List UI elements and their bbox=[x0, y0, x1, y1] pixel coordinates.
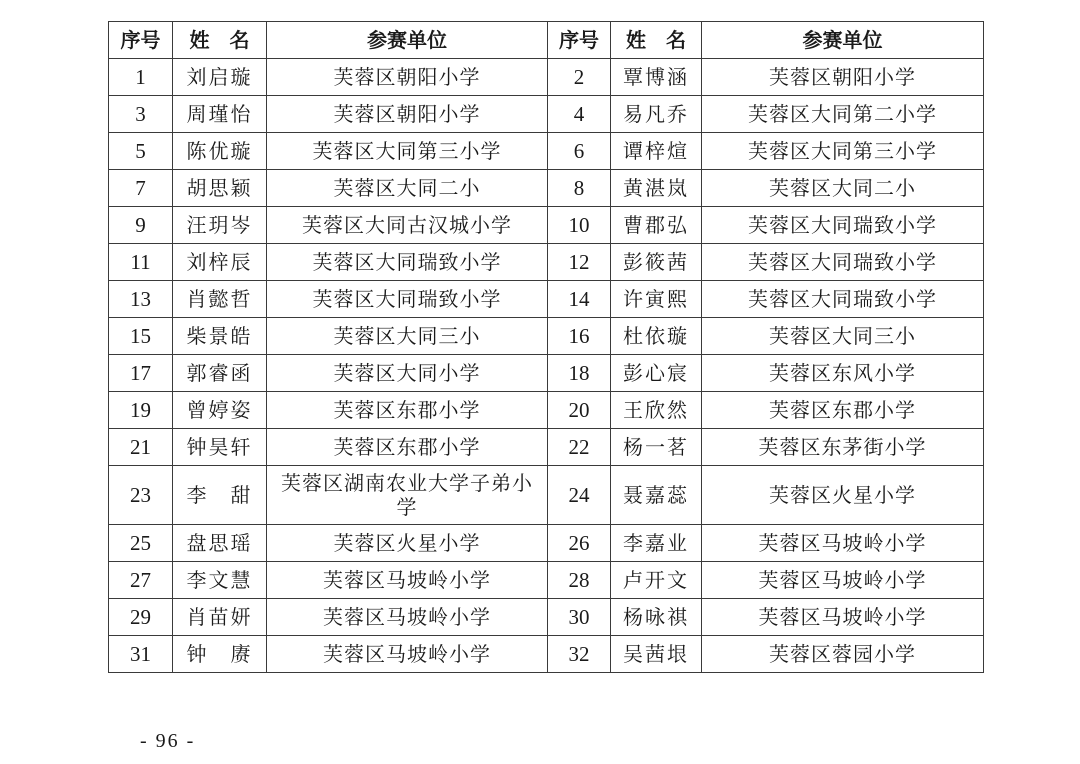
unit-cell: 芙蓉区东茅街小学 bbox=[702, 429, 984, 466]
unit-cell: 芙蓉区朝阳小学 bbox=[267, 59, 548, 96]
unit-cell: 芙蓉区大同小学 bbox=[267, 355, 548, 392]
name-cell: 胡思颖 bbox=[173, 170, 267, 207]
seq-cell: 4 bbox=[548, 96, 611, 133]
unit-cell: 芙蓉区大同三小 bbox=[702, 318, 984, 355]
unit-cell: 芙蓉区东郡小学 bbox=[267, 392, 548, 429]
seq-cell: 16 bbox=[548, 318, 611, 355]
table-row bbox=[109, 466, 984, 525]
unit-cell: 芙蓉区东风小学 bbox=[702, 355, 984, 392]
name-cell: 谭梓煊 bbox=[611, 133, 702, 170]
unit-cell: 芙蓉区蓉园小学 bbox=[702, 636, 984, 673]
seq-cell: 6 bbox=[548, 133, 611, 170]
header-seq-left: 序号 bbox=[109, 22, 173, 59]
seq-cell: 17 bbox=[109, 355, 173, 392]
table-row bbox=[109, 59, 984, 96]
table-header bbox=[109, 22, 984, 59]
name-cell: 覃博涵 bbox=[611, 59, 702, 96]
header-row bbox=[109, 22, 984, 59]
unit-cell: 芙蓉区马坡岭小学 bbox=[267, 636, 548, 673]
seq-cell: 24 bbox=[548, 466, 611, 525]
name-cell: 杨一茗 bbox=[611, 429, 702, 466]
seq-cell: 23 bbox=[109, 466, 173, 525]
unit-cell: 芙蓉区马坡岭小学 bbox=[267, 599, 548, 636]
unit-cell: 芙蓉区大同三小 bbox=[267, 318, 548, 355]
seq-cell: 18 bbox=[548, 355, 611, 392]
name-cell: 柴景皓 bbox=[173, 318, 267, 355]
unit-cell: 芙蓉区东郡小学 bbox=[267, 429, 548, 466]
unit-cell: 芙蓉区大同瑞致小学 bbox=[702, 244, 984, 281]
name-cell: 钟昊轩 bbox=[173, 429, 267, 466]
unit-cell: 芙蓉区火星小学 bbox=[702, 466, 984, 525]
table-row bbox=[109, 636, 984, 673]
unit-cell: 芙蓉区马坡岭小学 bbox=[702, 562, 984, 599]
name-cell: 肖苗妍 bbox=[173, 599, 267, 636]
name-cell: 肖懿哲 bbox=[173, 281, 267, 318]
seq-cell: 10 bbox=[548, 207, 611, 244]
seq-cell: 20 bbox=[548, 392, 611, 429]
seq-cell: 1 bbox=[109, 59, 173, 96]
name-cell: 曹郡弘 bbox=[611, 207, 702, 244]
unit-cell: 芙蓉区马坡岭小学 bbox=[702, 599, 984, 636]
unit-cell: 芙蓉区马坡岭小学 bbox=[702, 525, 984, 562]
name-cell: 许寅熙 bbox=[611, 281, 702, 318]
unit-cell: 芙蓉区大同第二小学 bbox=[702, 96, 984, 133]
table-row bbox=[109, 244, 984, 281]
name-cell: 盘思瑶 bbox=[173, 525, 267, 562]
unit-cell: 芙蓉区火星小学 bbox=[267, 525, 548, 562]
page-number: - 96 - bbox=[140, 730, 196, 752]
seq-cell: 22 bbox=[548, 429, 611, 466]
name-cell: 钟 赓 bbox=[173, 636, 267, 673]
seq-cell: 3 bbox=[109, 96, 173, 133]
table-row bbox=[109, 96, 984, 133]
unit-cell: 芙蓉区大同第三小学 bbox=[267, 133, 548, 170]
header-unit-left: 参赛单位 bbox=[267, 22, 548, 59]
name-cell: 易凡乔 bbox=[611, 96, 702, 133]
seq-cell: 14 bbox=[548, 281, 611, 318]
unit-cell: 芙蓉区朝阳小学 bbox=[702, 59, 984, 96]
seq-cell: 8 bbox=[548, 170, 611, 207]
seq-cell: 15 bbox=[109, 318, 173, 355]
name-cell: 黄湛岚 bbox=[611, 170, 702, 207]
name-cell: 李 甜 bbox=[173, 466, 267, 525]
seq-cell: 25 bbox=[109, 525, 173, 562]
table-row bbox=[109, 318, 984, 355]
seq-cell: 11 bbox=[109, 244, 173, 281]
unit-cell: 芙蓉区大同二小 bbox=[267, 170, 548, 207]
seq-cell: 32 bbox=[548, 636, 611, 673]
name-cell: 周瑾怡 bbox=[173, 96, 267, 133]
name-cell: 曾婷姿 bbox=[173, 392, 267, 429]
unit-cell: 芙蓉区大同瑞致小学 bbox=[267, 281, 548, 318]
table-row bbox=[109, 355, 984, 392]
header-seq-right: 序号 bbox=[548, 22, 611, 59]
name-cell: 郭睿函 bbox=[173, 355, 267, 392]
unit-cell: 芙蓉区马坡岭小学 bbox=[267, 562, 548, 599]
unit-cell: 芙蓉区大同瑞致小学 bbox=[702, 207, 984, 244]
name-cell: 卢开文 bbox=[611, 562, 702, 599]
table-row bbox=[109, 392, 984, 429]
name-cell: 陈优璇 bbox=[173, 133, 267, 170]
unit-cell: 芙蓉区朝阳小学 bbox=[267, 96, 548, 133]
name-cell: 汪玥岑 bbox=[173, 207, 267, 244]
unit-cell: 芙蓉区大同古汉城小学 bbox=[267, 207, 548, 244]
table-row bbox=[109, 207, 984, 244]
table-row bbox=[109, 281, 984, 318]
table-row bbox=[109, 525, 984, 562]
table-row bbox=[109, 562, 984, 599]
seq-cell: 28 bbox=[548, 562, 611, 599]
header-unit-right: 参赛单位 bbox=[702, 22, 984, 59]
seq-cell: 5 bbox=[109, 133, 173, 170]
name-cell: 杨咏祺 bbox=[611, 599, 702, 636]
name-cell: 吴茜垠 bbox=[611, 636, 702, 673]
participant-table bbox=[108, 21, 984, 673]
seq-cell: 21 bbox=[109, 429, 173, 466]
seq-cell: 29 bbox=[109, 599, 173, 636]
unit-cell: 芙蓉区大同瑞致小学 bbox=[702, 281, 984, 318]
header-name-left: 姓 名 bbox=[173, 22, 267, 59]
table-row bbox=[109, 133, 984, 170]
unit-cell: 芙蓉区大同二小 bbox=[702, 170, 984, 207]
name-cell: 杜依璇 bbox=[611, 318, 702, 355]
unit-cell: 芙蓉区东郡小学 bbox=[702, 392, 984, 429]
seq-cell: 9 bbox=[109, 207, 173, 244]
seq-cell: 13 bbox=[109, 281, 173, 318]
name-cell: 李文慧 bbox=[173, 562, 267, 599]
seq-cell: 12 bbox=[548, 244, 611, 281]
table-row bbox=[109, 170, 984, 207]
name-cell: 刘梓辰 bbox=[173, 244, 267, 281]
unit-cell: 芙蓉区大同第三小学 bbox=[702, 133, 984, 170]
table-body bbox=[109, 59, 984, 673]
name-cell: 聂嘉蕊 bbox=[611, 466, 702, 525]
seq-cell: 30 bbox=[548, 599, 611, 636]
unit-cell: 芙蓉区大同瑞致小学 bbox=[267, 244, 548, 281]
name-cell: 彭心宸 bbox=[611, 355, 702, 392]
seq-cell: 27 bbox=[109, 562, 173, 599]
unit-cell: 芙蓉区湖南农业大学子弟小学 bbox=[267, 466, 548, 525]
seq-cell: 31 bbox=[109, 636, 173, 673]
name-cell: 王欣然 bbox=[611, 392, 702, 429]
table-row bbox=[109, 429, 984, 466]
table-row bbox=[109, 599, 984, 636]
name-cell: 彭筱茜 bbox=[611, 244, 702, 281]
name-cell: 李嘉业 bbox=[611, 525, 702, 562]
seq-cell: 19 bbox=[109, 392, 173, 429]
seq-cell: 26 bbox=[548, 525, 611, 562]
seq-cell: 7 bbox=[109, 170, 173, 207]
header-name-right: 姓 名 bbox=[611, 22, 702, 59]
seq-cell: 2 bbox=[548, 59, 611, 96]
name-cell: 刘启璇 bbox=[173, 59, 267, 96]
